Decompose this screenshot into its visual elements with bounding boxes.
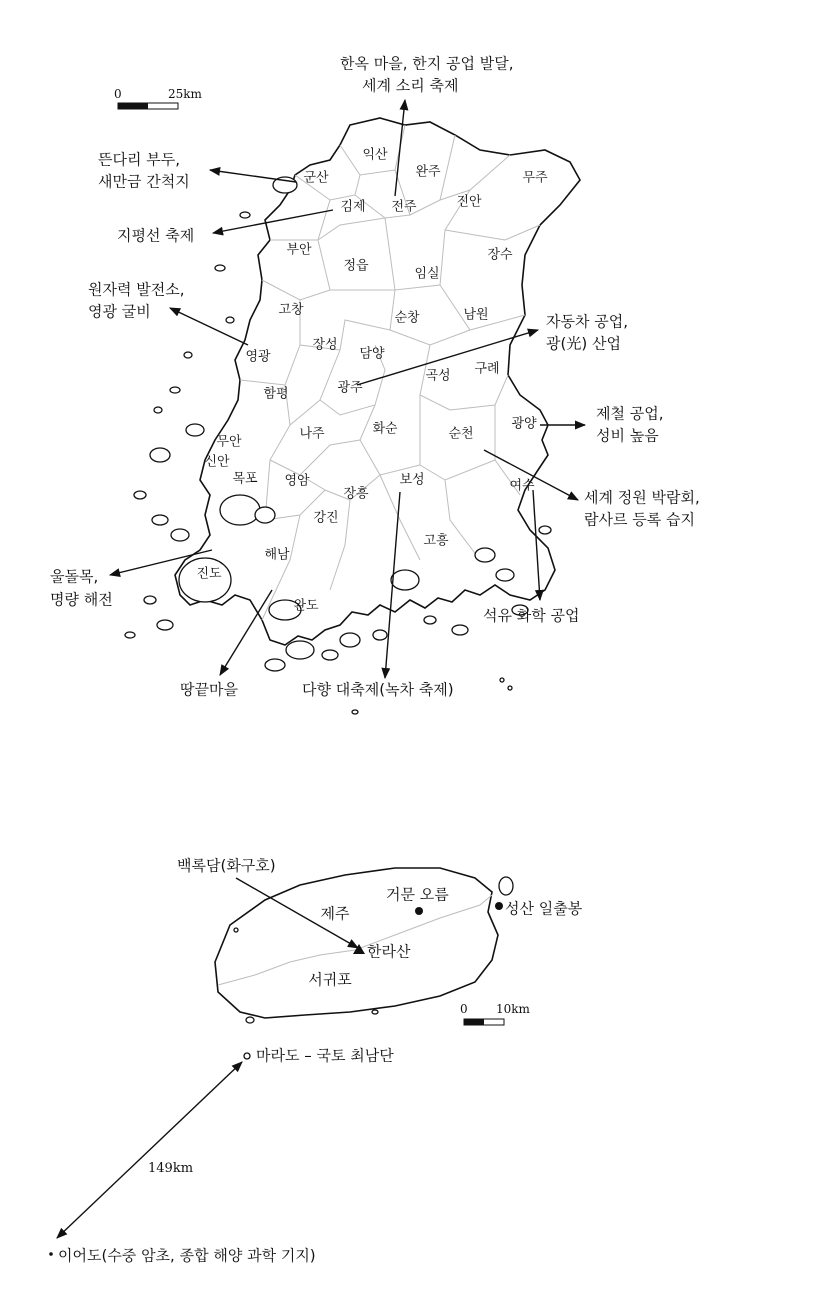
annotation-gwangju: 자동차 공업,	[546, 312, 628, 331]
region-label: 임실	[414, 266, 440, 282]
scale-jeju-value: 10km	[496, 1002, 530, 1016]
distance-label: 149km	[148, 1161, 194, 1176]
annotation-gunsan: 뜬다리 부두,	[98, 150, 180, 169]
baengnokdam-label: 백록담(화구호)	[177, 856, 276, 875]
annotation-yeonggwang: 영광 굴비	[88, 302, 151, 321]
scale-main-value: 25km	[168, 87, 202, 101]
region-label: 장흥	[343, 486, 369, 502]
marado-island	[244, 1053, 250, 1059]
region-label: 광양	[511, 416, 537, 432]
marado-label: 마라도 – 국토 최남단	[256, 1046, 394, 1065]
region-label: 목포	[232, 471, 258, 487]
annotation-uldolmok: 명량 해전	[50, 590, 113, 609]
region-label: 진안	[456, 194, 482, 210]
region-label: 순창	[394, 310, 420, 326]
region-label: 완주	[415, 164, 441, 180]
annotation-uldolmok: 울돌목,	[50, 567, 99, 586]
region-label: 군산	[303, 170, 329, 186]
region-label: 전주	[391, 199, 417, 215]
region-label: 보성	[399, 472, 425, 488]
scale-jeju-zero: 0	[460, 1002, 468, 1016]
region-label: 고창	[278, 302, 304, 318]
annotation-boseong: 다향 대축제(녹차 축제)	[302, 680, 454, 699]
seongsan-label: 성산 일출봉	[505, 899, 583, 918]
region-label: 장수	[487, 247, 513, 263]
annotation-jeonju: 세계 소리 축제	[362, 76, 459, 95]
hallasan-label: 한라산	[367, 942, 411, 961]
annotation-gwangyang: 성비 높음	[596, 426, 659, 445]
annotation-yeonggwang: 원자력 발전소,	[88, 280, 185, 299]
region-label: 해남	[264, 547, 290, 563]
region-label: 순천	[448, 426, 474, 442]
geomun-oreum-label: 거문 오름	[386, 885, 449, 904]
annotation-gunsan: 새만금 간척지	[98, 172, 190, 191]
region-label: 고흥	[423, 533, 449, 549]
region-label: 익산	[362, 147, 388, 163]
seongsan-dot-icon	[495, 902, 503, 910]
annotation-yeosu: 석유 화학 공업	[483, 606, 580, 625]
annotation-ttangkkeut: 땅끝마을	[180, 680, 238, 699]
udo-island	[499, 877, 513, 895]
gapado-island	[246, 1017, 254, 1023]
region-label: 장성	[312, 337, 338, 353]
region-label: 남원	[463, 307, 489, 323]
annotation-suncheon: 세계 정원 박람회,	[584, 488, 700, 507]
annotation-jeonju: 한옥 마을, 한지 공업 발달,	[340, 54, 514, 73]
region-label: 화순	[372, 421, 398, 437]
region-label: 무안	[216, 434, 242, 450]
region-label: 영광	[245, 349, 271, 365]
annotation-gimje: 지평선 축제	[117, 226, 195, 245]
scale-bar-main	[114, 87, 203, 109]
region-label: 함평	[263, 386, 289, 402]
jeolla-outline	[175, 118, 580, 645]
jeju-city-label: 제주	[320, 904, 350, 923]
annotation-suncheon: 람사르 등록 습지	[584, 510, 695, 529]
region-label: 담양	[359, 346, 385, 362]
region-label: 광주	[337, 380, 363, 396]
region-label: 정읍	[343, 258, 369, 274]
region-label: 진도	[196, 566, 222, 582]
region-label: 완도	[293, 598, 319, 614]
annotation-gwangyang: 제철 공업,	[596, 404, 664, 423]
scale-main-zero: 0	[114, 87, 122, 101]
region-label: 곡성	[425, 368, 451, 384]
geomun-oreum-dot-icon	[415, 907, 423, 915]
region-label: 영암	[284, 473, 310, 489]
region-label: 여수	[509, 478, 535, 494]
region-label: 나주	[299, 426, 325, 442]
seogwipo-label: 서귀포	[308, 970, 352, 989]
munseom-island	[372, 1010, 378, 1014]
region-label: 부안	[286, 242, 312, 258]
distance-arrow	[57, 1062, 242, 1238]
ieodo-dot-icon	[49, 1252, 53, 1256]
region-label: 구례	[474, 361, 500, 377]
scale-bar-jeju	[460, 1002, 531, 1025]
region-label: 강진	[313, 510, 339, 526]
region-label: 무주	[522, 170, 548, 186]
region-label: 신안	[204, 454, 230, 470]
region-label: 김제	[340, 199, 366, 215]
annotation-gwangju: 광(光) 산업	[546, 334, 621, 353]
biyangdo-island	[234, 928, 238, 932]
ieodo-label: 이어도(수중 암초, 종합 해양 과학 기지)	[58, 1246, 316, 1265]
